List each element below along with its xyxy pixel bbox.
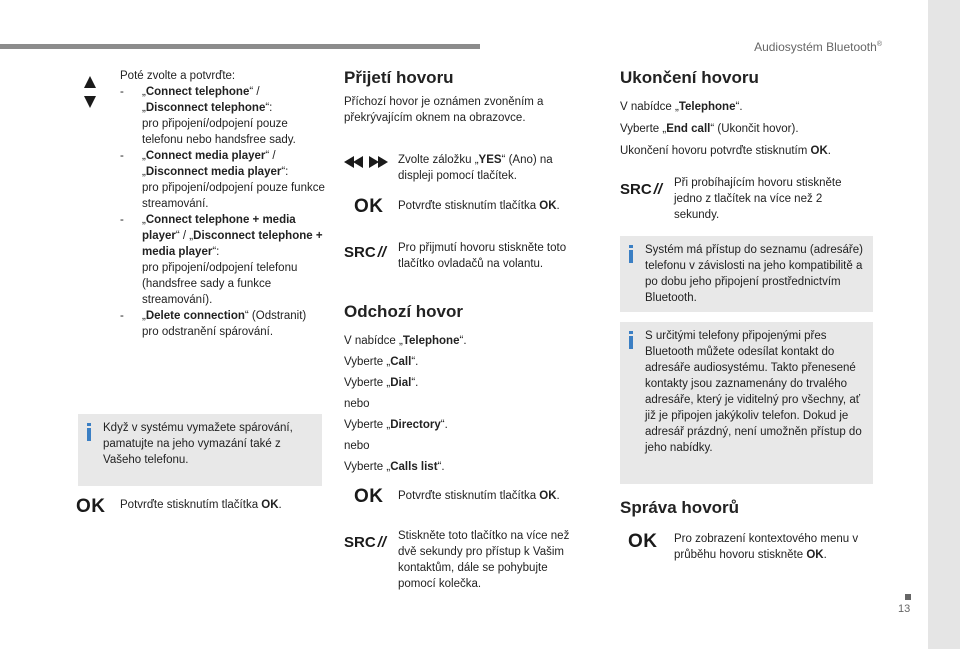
ok-button-icon: OK [354,486,384,507]
info-icon [87,423,91,441]
answer-call-row: SRC // Pro přijmutí hovoru stiskněte toto tlačítko ovladačů na volantu. [344,242,567,270]
connection-option: - „Connect media player“ / „Disconnect media player“: pro připojení/odpojení pouze funkce streamování. [120,150,325,210]
page-marker [905,594,911,600]
confirm-ok-row [76,496,310,518]
page-number: 13 [898,603,911,615]
incoming-call-intro: Příchozí hovor je oznámen zvoněním a překrývajícím oknem na obrazovce. [344,96,544,124]
confirm-ok-text: Potvrďte stisknutím tlačítka OK. [120,499,282,511]
connection-option: - „Connect telephone“ / „Disconnect telephone“: pro připojení/odpojení pouze telefonu nebo handsfree sady. [120,86,296,146]
src-button-icon: SRC // [620,181,663,198]
info-icon [629,245,633,263]
heading-end-call: Ukončení hovoru [620,68,759,87]
section-call-management [620,498,739,518]
heading-outgoing-call: Odchozí hovor [344,302,463,321]
connection-options [120,68,325,340]
header-rule [0,44,480,49]
confirm-ok-row-2: OK Potvrďte stisknutím tlačítka OK. [354,196,560,217]
src-button-icon: SRC // [344,534,387,551]
updown-arrows-icon [82,74,98,115]
info-icon [629,331,633,349]
select-yes-row: Zvolte záložku „YES“ (Ano) na displeji pomocí tlačítek. [344,152,573,184]
section-outgoing-call [344,302,463,322]
heading-call-management: Správa hovorů [620,498,740,517]
ok-button-icon: OK [354,196,384,217]
section-end-call [620,68,759,88]
info-box-delete-pairing: Když v systému vymažete spárování, pamatujte na jeho vymazání také z Vašeho telefonu. [78,414,322,486]
section-incoming-call [344,68,454,88]
connection-option: - „Delete connection“ (Odstranit) pro odstranění spárování. [120,310,307,338]
contacts-row: SRC // Stiskněte toto tlačítko na více než dvě sekundy pro přístup k Vašim kontaktům, dále se pohybujte pomocí kolečka. [344,530,570,590]
page-sidebar [928,0,960,649]
confirm-ok-row-3: OK Potvrďte stisknutím tlačítka OK. [354,486,560,507]
end-call-src-row: SRC // Při probíhajícím hovoru stiskněte jedno z tlačítek na více než 2 sekundy. [620,177,842,221]
src-button-icon: SRC // [344,244,387,261]
header-title: Audiosystém Bluetooth® [754,40,882,54]
connection-option: - „Connect telephone + media player“ / „Disconnect telephone + media player“: pro připojení/odpojení telefonu (handsfree sady a funkce streamování). [120,214,323,306]
left-right-arrows-icon [344,155,398,174]
info-box-directory: Systém má přístup do seznamu (adresáře) telefonu v závislosti na jeho kompatibilitě a po dobu jeho připojení prostřednictvím Bluetooth. [620,236,873,312]
ok-button-icon: OK [628,531,658,552]
info-box-contacts: S určitými telefony připojenými přes Bluetooth můžete odesílat kontakt do adresáře audiosystému. Takto přenesené kontakty jsou zaznamenány do trvalého adresáře, který je viditelný pro všechny, ať již je připojen jakýkoliv telefon. Dokud je adresář prázdný, není umožněn přístup do jeho nabídky. [620,322,873,484]
ok-button-icon: OK [76,496,106,517]
end-call-steps: V nabídce „Telephone“. Vyberte „End call“ (Ukončit hovor). Ukončení hovoru potvrďte stisknutím OK. [620,101,831,157]
context-menu-row: OK Pro zobrazení kontextového menu v průběhu hovoru stiskněte OK. [628,531,859,561]
outgoing-call-steps: V nabídce „Telephone“. Vyberte „Call“. Vyberte „Dial“. nebo Vyberte „Directory“. nebo Vyberte „Calls list“. [344,335,467,473]
heading-incoming-call: Přijetí hovoru [344,68,454,87]
intro-text: Poté zvolte a potvrďte: [120,70,236,82]
